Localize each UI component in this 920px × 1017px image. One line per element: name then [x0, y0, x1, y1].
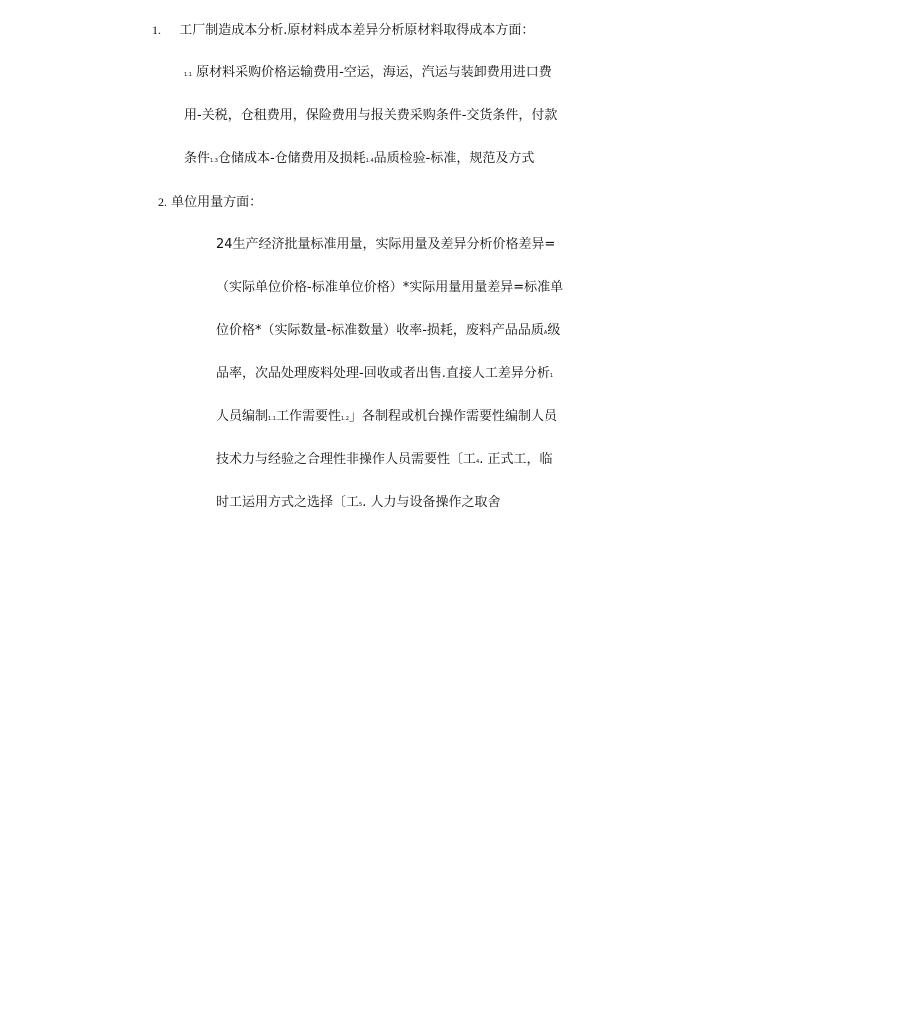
paragraph-text: 人员编制: [216, 409, 269, 424]
paragraph-text: 仓储成本-仓储费用及损耗: [217, 151, 366, 166]
paragraph-text: （实际单位价格-标准单位价格）*实际用量用量差异=标准单: [216, 280, 564, 295]
section-number: 1.: [152, 23, 161, 37]
item-marker: 1.3: [210, 158, 218, 164]
section-heading: 单位用量方面：: [171, 195, 263, 210]
paragraph-line: [216, 494, 500, 512]
section-heading: 工厂制造成本分析.原材料成本差异分析原材料取得成本方面：: [179, 23, 535, 38]
item-marker: 1: [549, 373, 554, 379]
paragraph-line: [216, 365, 553, 383]
paragraph-text: 品质检验-标准，规范及方式: [373, 151, 535, 166]
paragraph-line: [184, 150, 534, 168]
paragraph-line: [216, 451, 552, 469]
paragraph-text: 品率，次品处理废料处理-回收或者出售.直接人工差异分析: [216, 366, 550, 381]
paragraph-line: [216, 322, 560, 340]
section-number: 2.: [158, 195, 167, 209]
paragraph-text: 技术力与经验之合理性非操作人员需要性〔工: [216, 452, 477, 467]
paragraph-line: [216, 236, 555, 254]
paragraph-line: [184, 107, 557, 125]
paragraph-text: 用-关税，仓租费用，保险费用与报关费采购条件-交货条件，付款: [184, 108, 558, 123]
item-marker: 1.1: [184, 72, 192, 78]
paragraph-text: 位价格*（实际数量-标准数量）收率-损耗，废料产品品质: [216, 323, 544, 338]
item-marker: A: [543, 330, 548, 336]
item-marker: 1.4: [365, 158, 374, 164]
paragraph-line: [184, 64, 552, 82]
paragraph-text: . 正式工，临: [479, 452, 553, 467]
item-marker: 4: [476, 459, 480, 465]
paragraph-text: 时工运用方式之选择〔工: [216, 495, 360, 510]
paragraph-line: [216, 408, 557, 426]
paragraph-text: 条件: [184, 151, 211, 166]
paragraph-text: 级: [547, 323, 561, 338]
item-marker: 1.2: [340, 416, 349, 422]
section-2-heading-line: [158, 193, 262, 211]
item-marker: 5: [359, 502, 363, 508]
paragraph-line: [216, 279, 563, 297]
paragraph-text: 」各制程或机台操作需要性编制人员: [348, 409, 557, 424]
section-1-heading-line: [152, 21, 534, 39]
paragraph-text: 原材料采购价格运输费用-空运，海运，汽运与装卸费用进口费: [196, 65, 552, 80]
paragraph-text: 工作需要性: [275, 409, 341, 424]
item-marker: 1.1: [268, 416, 276, 422]
paragraph-text: . 人力与设备操作之取舍: [362, 495, 501, 510]
paragraph-text: 24生产经济批量标准用量，实际用量及差异分析价格差异=: [216, 237, 556, 252]
